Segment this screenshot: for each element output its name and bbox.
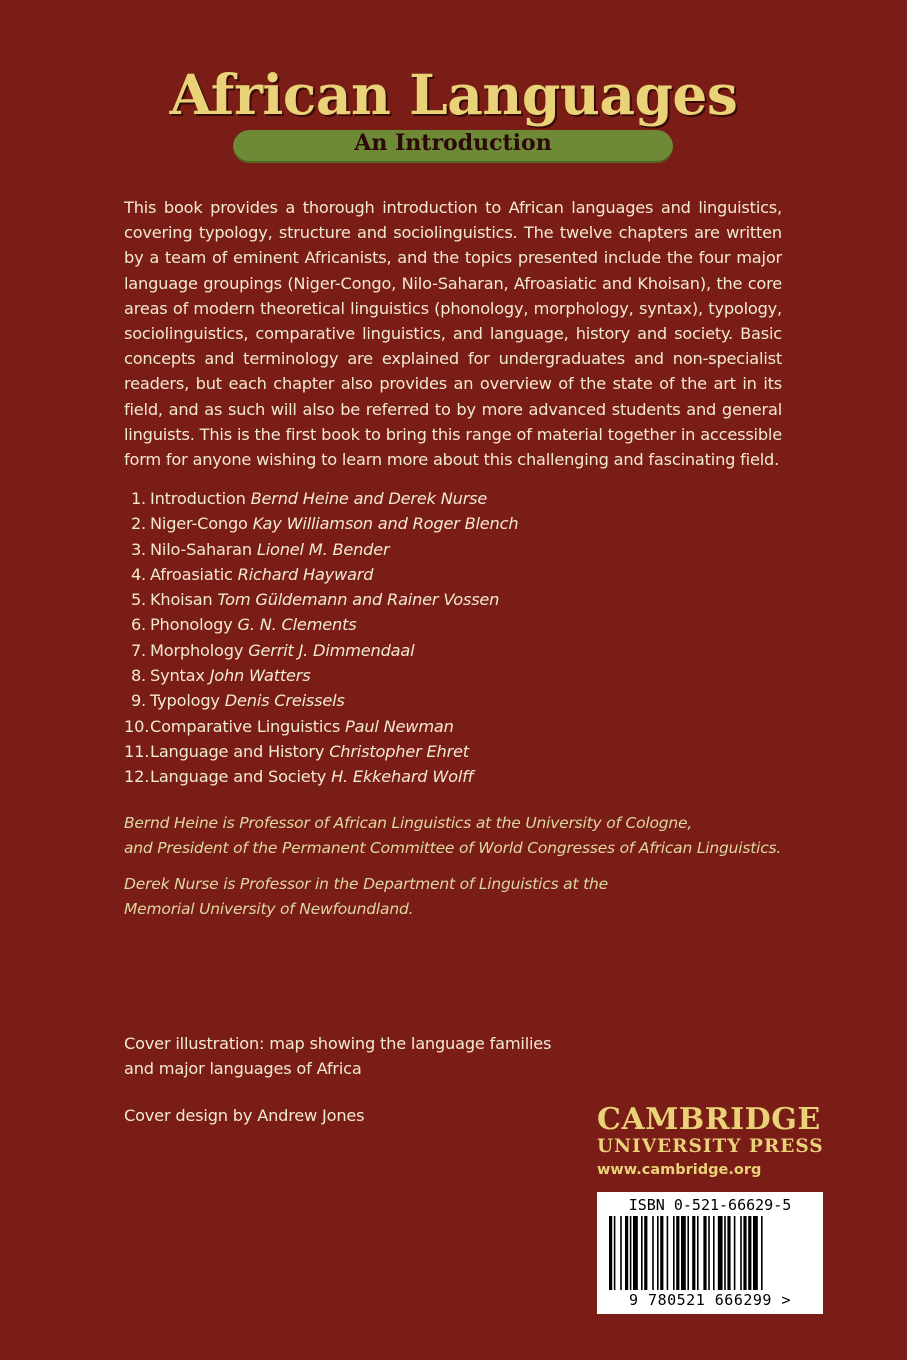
barcode-bar — [753, 1216, 758, 1290]
chapter-item: 8. Syntax John Watters — [130, 666, 311, 686]
chapter-item: 10.Comparative Linguistics Paul Newman — [124, 716, 454, 736]
chapter-author: G. N. Clements — [237, 615, 357, 635]
cover-illustration-credit: Cover illustration: map showing the language families and major languages of Africa — [124, 1034, 552, 1079]
barcode-bar — [708, 1216, 710, 1290]
barcode-bar — [676, 1216, 679, 1290]
chapter-title: Nilo-Saharan — [150, 539, 252, 559]
chapter-title: Khoisan — [150, 590, 213, 610]
chapter-item: 5. Khoisan Tom Güldemann and Rainer Vossen — [130, 590, 500, 610]
chapter-item: 6. Phonology G. N. Clements — [130, 615, 357, 635]
chapter-title: Comparative Linguistics — [150, 716, 341, 736]
barcode-bar — [641, 1216, 643, 1290]
barcode-bars-icon — [609, 1216, 811, 1290]
barcode-bar — [644, 1216, 647, 1290]
chapter-title: Morphology — [150, 640, 244, 660]
barcode-bar — [743, 1216, 746, 1290]
barcode-bar — [620, 1216, 622, 1290]
chapter-item: 4. Afroasiatic Richard Hayward — [130, 564, 374, 584]
barcode-bar — [614, 1216, 616, 1290]
cover-design-credit: Cover design by Andrew Jones — [124, 1106, 365, 1125]
barcode-bar — [625, 1216, 628, 1290]
chapter-title: Phonology — [150, 615, 233, 635]
barcode-bar — [657, 1216, 659, 1290]
barcode-bar — [713, 1216, 715, 1290]
barcode-bar — [740, 1216, 742, 1290]
chapter-item: 2. Niger-Congo Kay Williamson and Roger Blench — [130, 514, 519, 534]
chapter-author: Christopher Ehret — [329, 741, 469, 761]
chapter-title: Syntax — [150, 666, 205, 686]
barcode-bar — [630, 1216, 632, 1290]
barcode-bar — [724, 1216, 726, 1290]
chapter-title: Niger-Congo — [150, 514, 248, 534]
barcode-bar — [609, 1216, 612, 1290]
publisher-logo — [597, 1104, 837, 1181]
subtitle-banner — [233, 130, 673, 163]
barcode-bar — [673, 1216, 675, 1290]
barcode-bar — [652, 1216, 654, 1290]
editor-bio-heine: Bernd Heine is Professor of African Linguistics at the University of Cologne, and President of the Permanent Committee of World Congresses of African Linguistics. — [124, 814, 782, 857]
chapter-author: Paul Newman — [345, 716, 454, 736]
chapter-list — [124, 486, 518, 790]
book-subtitle: An Introduction — [354, 130, 552, 156]
barcode-bar — [748, 1216, 751, 1290]
barcode-bar — [703, 1216, 706, 1290]
book-description: This book provides a thorough introduction to African languages and linguistics, covering typology, structure and sociolinguistics. The twelve chapters are written by a team of eminent Africanists, and the topics presented include the four major language groupings (Niger-Congo, Nilo-Saharan, Afroasiatic and Khoisan), the core areas of modern theoretical linguistics (phonology, morphology, syntax), typology, sociolinguistics, comparative linguistics, and language, history and society. Basic concepts and terminology are explained for undergraduates and non-specialist readers, but each chapter also provides an overview of the state of the art in its field, and as such will also be referred to by more advanced students and general linguists. This is the first book to bring this range of material together in accessible form for anyone wishing to learn more about this challenging and fascinating field. — [124, 198, 782, 470]
barcode-bar — [718, 1216, 723, 1290]
chapter-item: 9. Typology Denis Creissels — [130, 691, 345, 711]
chapter-author: Gerrit J. Dimmendaal — [248, 640, 415, 660]
chapter-author: Tom Güldemann and Rainer Vossen — [217, 590, 500, 610]
chapter-title: Typology — [150, 691, 220, 711]
barcode-bar — [667, 1216, 669, 1290]
chapter-title: Afroasiatic — [150, 564, 233, 584]
chapter-item: 7. Morphology Gerrit J. Dimmendaal — [130, 640, 415, 660]
chapter-author: John Watters — [209, 666, 311, 686]
barcode-bar — [633, 1216, 638, 1290]
chapter-item: 1. Introduction Bernd Heine and Derek Nurse — [130, 489, 488, 508]
publisher-url: www.cambridge.org — [597, 1162, 762, 1178]
chapter-author: Kay Williamson and Roger Blench — [252, 514, 519, 534]
barcode-bar — [681, 1216, 686, 1290]
chapter-author: Denis Creissels — [224, 691, 345, 711]
barcode-bar — [761, 1216, 763, 1290]
barcode-bar — [692, 1216, 695, 1290]
barcode-bar — [697, 1216, 699, 1290]
chapter-item: 3. Nilo-Saharan Lionel M. Bender — [130, 539, 390, 559]
barcode-bar — [734, 1216, 736, 1290]
chapter-title: Language and History — [150, 741, 325, 761]
isbn-text: ISBN 0-521-66629-5 — [628, 1196, 792, 1214]
editor-bio-nurse: Derek Nurse is Professor in the Department of Linguistics at the Memorial University of Newfoundland. — [124, 875, 608, 918]
chapter-title: Introduction — [150, 489, 246, 508]
chapter-author: Richard Hayward — [237, 564, 374, 584]
ean-text: 9 780521 666299 > — [628, 1291, 792, 1309]
barcode-bar — [660, 1216, 663, 1290]
chapter-author: Lionel M. Bender — [256, 539, 390, 559]
chapter-item: 11.Language and History Christopher Ehret — [124, 741, 469, 761]
chapter-item: 12.Language and Society H. Ekkehard Wolff — [124, 767, 474, 787]
barcode-bar — [687, 1216, 689, 1290]
publisher-subname: UNIVERSITY PRESS — [597, 1136, 824, 1157]
chapter-author: H. Ekkehard Wolff — [331, 767, 474, 787]
book-title: African Languages — [169, 62, 738, 127]
publisher-name: CAMBRIDGE — [597, 1102, 821, 1137]
barcode-bar — [727, 1216, 730, 1290]
barcode — [597, 1192, 823, 1314]
chapter-author: Bernd Heine and Derek Nurse — [250, 489, 488, 508]
chapter-title: Language and Society — [150, 767, 327, 787]
